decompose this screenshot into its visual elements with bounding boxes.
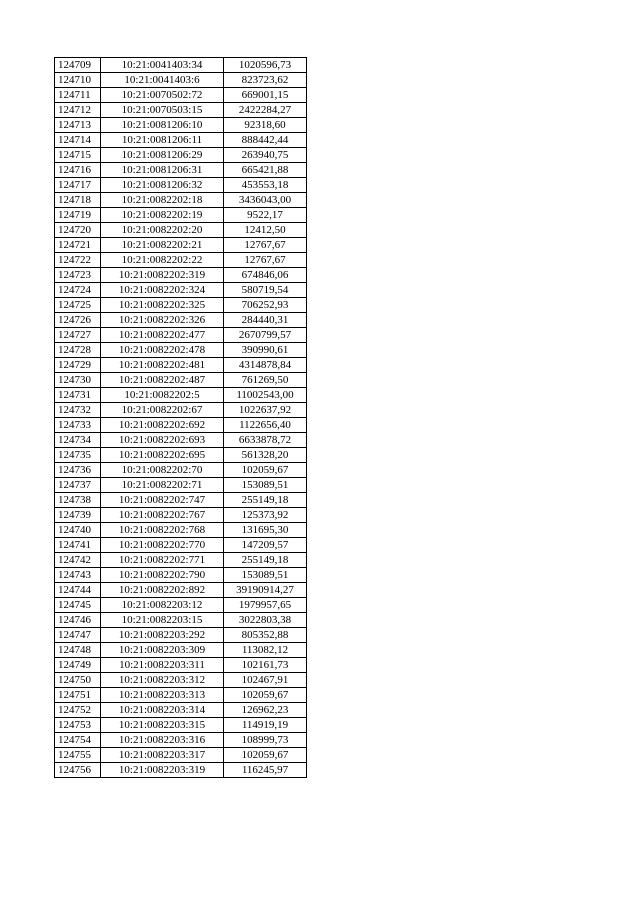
cadastral-number-cell: 10:21:0082202:771 [101, 553, 224, 568]
amount-cell: 39190914,27 [224, 583, 307, 598]
table-row [55, 628, 307, 643]
row-id-cell: 124719 [55, 208, 101, 223]
table-row [55, 733, 307, 748]
cadastral-number-cell: 10:21:0082202:326 [101, 313, 224, 328]
row-id-cell: 124727 [55, 328, 101, 343]
row-id-cell: 124739 [55, 508, 101, 523]
table-row [55, 613, 307, 628]
row-id-cell: 124721 [55, 238, 101, 253]
cadastral-number-cell: 10:21:0082202:770 [101, 538, 224, 553]
amount-cell: 126962,23 [224, 703, 307, 718]
table-row [55, 418, 307, 433]
amount-cell: 3436043,00 [224, 193, 307, 208]
amount-cell: 284440,31 [224, 313, 307, 328]
row-id-cell: 124723 [55, 268, 101, 283]
table-row [55, 193, 307, 208]
row-id-cell: 124745 [55, 598, 101, 613]
cadastral-number-cell: 10:21:0082203:313 [101, 688, 224, 703]
row-id-cell: 124730 [55, 373, 101, 388]
row-id-cell: 124728 [55, 343, 101, 358]
amount-cell: 805352,88 [224, 628, 307, 643]
table-row [55, 538, 307, 553]
table-row [55, 298, 307, 313]
row-id-cell: 124733 [55, 418, 101, 433]
cadastral-number-cell: 10:21:0082202:20 [101, 223, 224, 238]
cadastral-number-cell: 10:21:0082202:477 [101, 328, 224, 343]
table-row [55, 718, 307, 733]
row-id-cell: 124712 [55, 103, 101, 118]
data-table [54, 57, 307, 778]
row-id-cell: 124737 [55, 478, 101, 493]
table-row [55, 253, 307, 268]
cadastral-number-cell: 10:21:0082202:692 [101, 418, 224, 433]
amount-cell: 453553,18 [224, 178, 307, 193]
cadastral-number-cell: 10:21:0082202:478 [101, 343, 224, 358]
row-id-cell: 124715 [55, 148, 101, 163]
cadastral-number-cell: 10:21:0082203:311 [101, 658, 224, 673]
cadastral-number-cell: 10:21:0082203:314 [101, 703, 224, 718]
row-id-cell: 124740 [55, 523, 101, 538]
row-id-cell: 124726 [55, 313, 101, 328]
cadastral-number-cell: 10:21:0082203:12 [101, 598, 224, 613]
row-id-cell: 124735 [55, 448, 101, 463]
table-row [55, 388, 307, 403]
cadastral-number-cell: 10:21:0082202:892 [101, 583, 224, 598]
row-id-cell: 124732 [55, 403, 101, 418]
row-id-cell: 124752 [55, 703, 101, 718]
row-id-cell: 124754 [55, 733, 101, 748]
table-row [55, 598, 307, 613]
cadastral-number-cell: 10:21:0082203:315 [101, 718, 224, 733]
amount-cell: 561328,20 [224, 448, 307, 463]
table-row [55, 103, 307, 118]
amount-cell: 761269,50 [224, 373, 307, 388]
cadastral-number-cell: 10:21:0082202:487 [101, 373, 224, 388]
amount-cell: 6633878,72 [224, 433, 307, 448]
row-id-cell: 124709 [55, 58, 101, 73]
cadastral-number-cell: 10:21:0082202:693 [101, 433, 224, 448]
amount-cell: 102059,67 [224, 748, 307, 763]
cadastral-number-cell: 10:21:0082203:319 [101, 763, 224, 778]
cadastral-number-cell: 10:21:0082202:695 [101, 448, 224, 463]
table-row [55, 283, 307, 298]
amount-cell: 2670799,57 [224, 328, 307, 343]
row-id-cell: 124717 [55, 178, 101, 193]
row-id-cell: 124756 [55, 763, 101, 778]
table-row [55, 343, 307, 358]
cadastral-number-cell: 10:21:0082202:19 [101, 208, 224, 223]
cadastral-number-cell: 10:21:0082202:71 [101, 478, 224, 493]
row-id-cell: 124755 [55, 748, 101, 763]
row-id-cell: 124748 [55, 643, 101, 658]
amount-cell: 580719,54 [224, 283, 307, 298]
amount-cell: 113082,12 [224, 643, 307, 658]
row-id-cell: 124743 [55, 568, 101, 583]
cadastral-number-cell: 10:21:0082202:790 [101, 568, 224, 583]
amount-cell: 888442,44 [224, 133, 307, 148]
cadastral-number-cell: 10:21:0082202:768 [101, 523, 224, 538]
amount-cell: 823723,62 [224, 73, 307, 88]
amount-cell: 114919,19 [224, 718, 307, 733]
cadastral-number-cell: 10:21:0082202:319 [101, 268, 224, 283]
table-row [55, 118, 307, 133]
amount-cell: 263940,75 [224, 148, 307, 163]
row-id-cell: 124750 [55, 673, 101, 688]
cadastral-number-cell: 10:21:0082203:309 [101, 643, 224, 658]
table-row [55, 493, 307, 508]
table-row [55, 208, 307, 223]
amount-cell: 9522,17 [224, 208, 307, 223]
amount-cell: 1022637,92 [224, 403, 307, 418]
amount-cell: 131695,30 [224, 523, 307, 538]
row-id-cell: 124710 [55, 73, 101, 88]
amount-cell: 2422284,27 [224, 103, 307, 118]
row-id-cell: 124731 [55, 388, 101, 403]
table-row [55, 178, 307, 193]
amount-cell: 255149,18 [224, 553, 307, 568]
row-id-cell: 124749 [55, 658, 101, 673]
cadastral-number-cell: 10:21:0082202:22 [101, 253, 224, 268]
cadastral-number-cell: 10:21:0070502:72 [101, 88, 224, 103]
row-id-cell: 124729 [55, 358, 101, 373]
cadastral-number-cell: 10:21:0081206:11 [101, 133, 224, 148]
row-id-cell: 124747 [55, 628, 101, 643]
amount-cell: 3022803,38 [224, 613, 307, 628]
cadastral-number-cell: 10:21:0082202:767 [101, 508, 224, 523]
cadastral-number-cell: 10:21:0082203:312 [101, 673, 224, 688]
cadastral-number-cell: 10:21:0070503:15 [101, 103, 224, 118]
row-id-cell: 124738 [55, 493, 101, 508]
table-row [55, 658, 307, 673]
amount-cell: 12767,67 [224, 253, 307, 268]
table-row [55, 148, 307, 163]
table-body [55, 58, 307, 778]
table-row [55, 523, 307, 538]
table-row [55, 703, 307, 718]
table-row [55, 583, 307, 598]
cadastral-number-cell: 10:21:0081206:31 [101, 163, 224, 178]
row-id-cell: 124714 [55, 133, 101, 148]
row-id-cell: 124746 [55, 613, 101, 628]
amount-cell: 1122656,40 [224, 418, 307, 433]
amount-cell: 12767,67 [224, 238, 307, 253]
amount-cell: 153089,51 [224, 478, 307, 493]
row-id-cell: 124722 [55, 253, 101, 268]
table-row [55, 508, 307, 523]
row-id-cell: 124720 [55, 223, 101, 238]
row-id-cell: 124751 [55, 688, 101, 703]
table-row [55, 373, 307, 388]
table-row [55, 553, 307, 568]
amount-cell: 153089,51 [224, 568, 307, 583]
table-row [55, 313, 307, 328]
row-id-cell: 124716 [55, 163, 101, 178]
cadastral-number-cell: 10:21:0081206:10 [101, 118, 224, 133]
cadastral-number-cell: 10:21:0081206:29 [101, 148, 224, 163]
cadastral-number-cell: 10:21:0082202:325 [101, 298, 224, 313]
table-row [55, 688, 307, 703]
table-row [55, 88, 307, 103]
row-id-cell: 124753 [55, 718, 101, 733]
amount-cell: 102059,67 [224, 463, 307, 478]
amount-cell: 102059,67 [224, 688, 307, 703]
amount-cell: 390990,61 [224, 343, 307, 358]
amount-cell: 102467,91 [224, 673, 307, 688]
row-id-cell: 124736 [55, 463, 101, 478]
amount-cell: 12412,50 [224, 223, 307, 238]
table-row [55, 133, 307, 148]
table-row [55, 448, 307, 463]
cadastral-number-cell: 10:21:0082202:324 [101, 283, 224, 298]
table-row [55, 358, 307, 373]
table-row [55, 463, 307, 478]
table-row [55, 73, 307, 88]
amount-cell: 1979957,65 [224, 598, 307, 613]
cadastral-number-cell: 10:21:0081206:32 [101, 178, 224, 193]
cadastral-number-cell: 10:21:0082203:292 [101, 628, 224, 643]
amount-cell: 11002543,00 [224, 388, 307, 403]
cadastral-number-cell: 10:21:0082202:21 [101, 238, 224, 253]
table-row [55, 403, 307, 418]
table-row [55, 328, 307, 343]
amount-cell: 706252,93 [224, 298, 307, 313]
amount-cell: 125373,92 [224, 508, 307, 523]
amount-cell: 255149,18 [224, 493, 307, 508]
cadastral-number-cell: 10:21:0082202:5 [101, 388, 224, 403]
table-row [55, 268, 307, 283]
amount-cell: 665421,88 [224, 163, 307, 178]
table-row [55, 748, 307, 763]
cadastral-number-cell: 10:21:0082202:18 [101, 193, 224, 208]
table-row [55, 163, 307, 178]
cadastral-number-cell: 10:21:0082203:317 [101, 748, 224, 763]
amount-cell: 108999,73 [224, 733, 307, 748]
row-id-cell: 124724 [55, 283, 101, 298]
table-row [55, 433, 307, 448]
cadastral-number-cell: 10:21:0082202:70 [101, 463, 224, 478]
cadastral-number-cell: 10:21:0082203:15 [101, 613, 224, 628]
amount-cell: 4314878,84 [224, 358, 307, 373]
row-id-cell: 124725 [55, 298, 101, 313]
table-row [55, 643, 307, 658]
row-id-cell: 124718 [55, 193, 101, 208]
row-id-cell: 124742 [55, 553, 101, 568]
row-id-cell: 124741 [55, 538, 101, 553]
amount-cell: 92318,60 [224, 118, 307, 133]
cadastral-number-cell: 10:21:0082202:481 [101, 358, 224, 373]
cadastral-number-cell: 10:21:0082202:747 [101, 493, 224, 508]
amount-cell: 669001,15 [224, 88, 307, 103]
row-id-cell: 124711 [55, 88, 101, 103]
table-row [55, 568, 307, 583]
cadastral-number-cell: 10:21:0082203:316 [101, 733, 224, 748]
row-id-cell: 124744 [55, 583, 101, 598]
row-id-cell: 124734 [55, 433, 101, 448]
amount-cell: 674846,06 [224, 268, 307, 283]
cadastral-number-cell: 10:21:0041403:34 [101, 58, 224, 73]
amount-cell: 102161,73 [224, 658, 307, 673]
table-row [55, 223, 307, 238]
table-row [55, 673, 307, 688]
table-row [55, 763, 307, 778]
row-id-cell: 124713 [55, 118, 101, 133]
table-row [55, 478, 307, 493]
table-row [55, 238, 307, 253]
amount-cell: 147209,57 [224, 538, 307, 553]
table-row [55, 58, 307, 73]
amount-cell: 1020596,73 [224, 58, 307, 73]
cadastral-number-cell: 10:21:0041403:6 [101, 73, 224, 88]
amount-cell: 116245,97 [224, 763, 307, 778]
cadastral-number-cell: 10:21:0082202:67 [101, 403, 224, 418]
